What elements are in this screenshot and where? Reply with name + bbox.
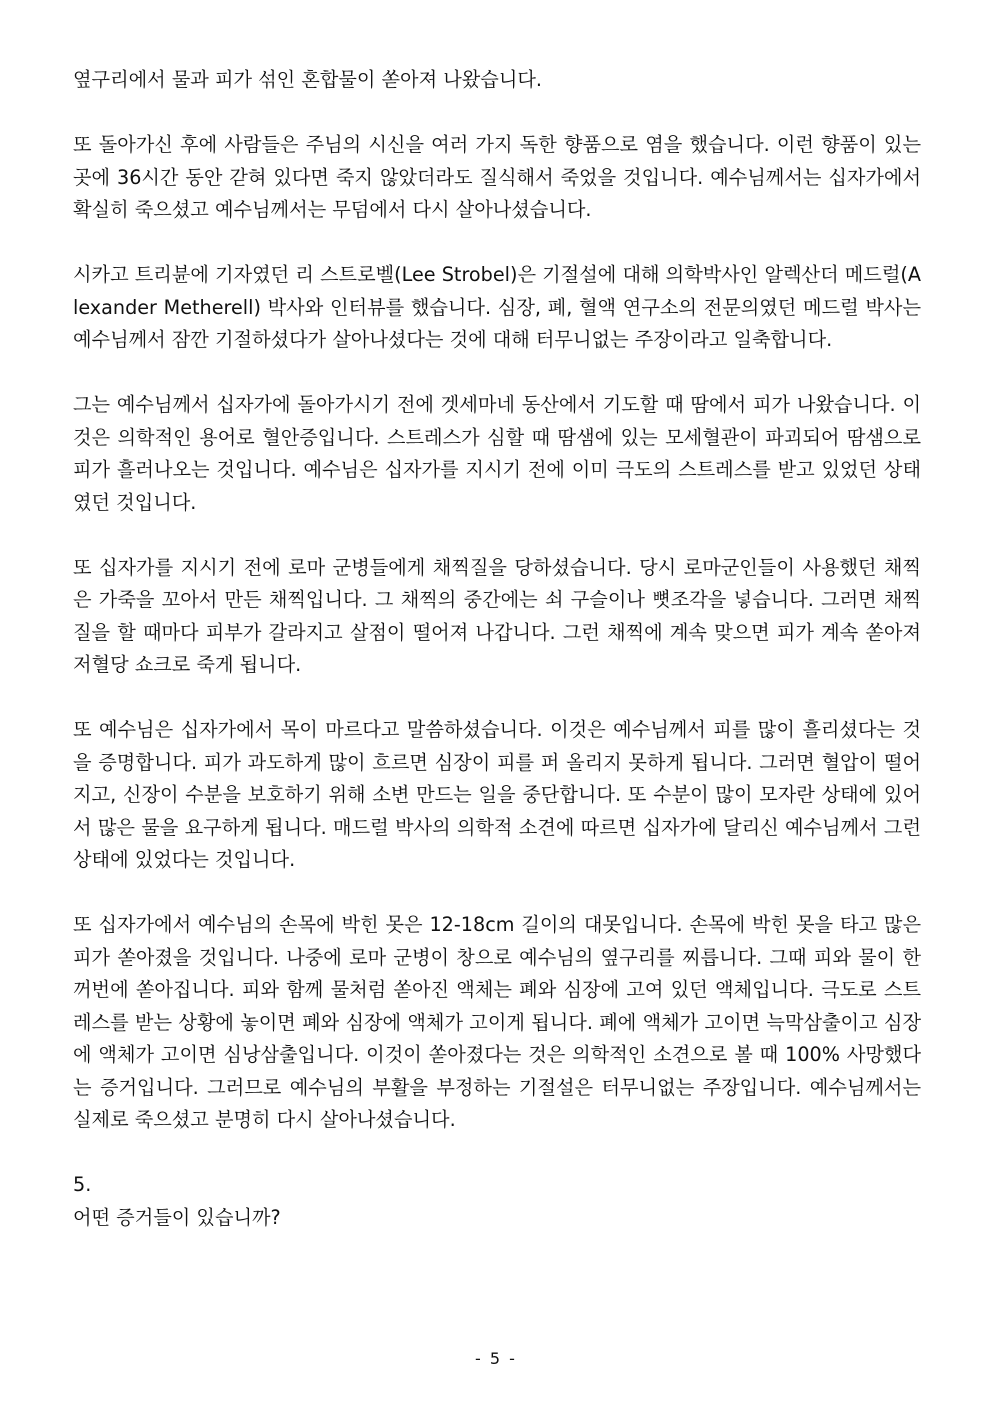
- paragraph-5: 또 십자가를 지시기 전에 로마 군병들에게 채찍질을 당하셨습니다. 당시 로마군인들이 사용했던 채찍은 가죽을 꼬아서 만든 채찍입니다. 그 채찍의 중간에는 쇠 구슬이나 뼛조각을 넣습니다. 그러면 채찍질을 할 때마다 피부가 갈라지고 살점이 떨어져 나갑니다. 그런 채찍에 계속 맞으면 피가 계속 쏟아져 저혈당 쇼크로 죽게 됩니다.: [73, 555, 921, 676]
- paragraph-3: 시카고 트리뷴에 기자였던 리 스트로벨(Lee Strobel)은 기절설에 대해 의학박사인 알렉산더 메드럴(Alexander Metherell) 박사와 인터뷰를 했습니다. 심장, 폐, 혈액 연구소의 전문의였던 메드럴 박사는 예수님께서 잠깐 기절하셨다가 살아나셨다는 것에 대해 터무니없는 주장이라고 일축합니다.: [73, 263, 921, 351]
- paragraph-gap: [73, 357, 921, 390]
- paragraph-gap: [73, 97, 921, 130]
- paragraph-gap: [73, 682, 921, 715]
- paragraph-6: 또 예수님은 십자가에서 목이 마르다고 말씀하셨습니다. 이것은 예수님께서 피를 많이 흘리셨다는 것을 증명합니다. 피가 과도하게 많이 흐르면 심장이 피를 퍼 올리지 못하게 됩니다. 그러면 혈압이 떨어지고, 신장이 수분을 보호하기 위해 소변 만드는 일을 중단합니다. 또 수분이 많이 모자란 상태에 있어서 많은 물을 요구하게 됩니다. 매드럴 박사의 의학적 소견에 따르면 십자가에 달리신 예수님께서 그런 상태에 있었다는 것입니다.: [73, 718, 921, 871]
- paragraph-2: 또 돌아가신 후에 사람들은 주님의 시신을 여러 가지 독한 향품으로 염을 했습니다. 이런 향품이 있는 곳에 36시간 동안 갇혀 있다면 죽지 않았더라도 질식해서 죽었을 것입니다. 예수님께서는 십자가에서 확실히 죽으셨고 예수님께서는 무덤에서 다시 살아나셨습니다.: [73, 133, 921, 221]
- paragraph-gap: [73, 519, 921, 552]
- document-page: [73, 64, 921, 1234]
- paragraph-7: 또 십자가에서 예수님의 손목에 박힌 못은 12-18cm 길이의 대못입니다. 손목에 박힌 못을 타고 많은 피가 쏟아졌을 것입니다. 나중에 로마 군병이 창으로 예수님의 옆구리를 찌릅니다. 그때 피와 물이 한꺼번에 쏟아집니다. 피와 함께 물처럼 쏟아진 액체는 폐와 심장에 고여 있던 액체입니다. 극도로 스트레스를 받는 상황에 놓이면 폐와 심장에 액체가 고이게 됩니다. 폐에 액체가 고이면 늑막삼출이고 심장에 액체가 고이면 심낭삼출입니다. 이것이 쏟아졌다는 것은 의학적인 소견으로 볼 때 100% 사망했다는 증거입니다. 그러므로 예수님의 부활을 부정하는 기절설은 터무니없는 주장입니다. 예수님께서는 실제로 죽으셨고 분명히 다시 살아나셨습니다.: [73, 913, 921, 1131]
- section-question: 어떤 증거들이 있습니까?: [73, 1205, 281, 1229]
- paragraph-gap: [73, 877, 921, 910]
- page-number: - 5 -: [475, 1349, 517, 1368]
- paragraph-1: 옆구리에서 물과 피가 섞인 혼합물이 쏟아져 나왔습니다.: [73, 68, 543, 91]
- paragraph-gap: [73, 1137, 921, 1170]
- paragraph-4: 그는 예수님께서 십자가에 돌아가시기 전에 겟세마네 동산에서 기도할 때 땀에서 피가 나왔습니다. 이것은 의학적인 용어로 혈안증입니다. 스트레스가 심할 때 땀샘에 있는 모세혈관이 파괴되어 땀샘으로 피가 흘러나오는 것입니다. 예수님은 십자가를 지시기 전에 이미 극도의 스트레스를 받고 있었던 상태였던 것입니다.: [73, 393, 921, 514]
- section-number: 5.: [73, 1173, 92, 1196]
- paragraph-gap: [73, 227, 921, 260]
